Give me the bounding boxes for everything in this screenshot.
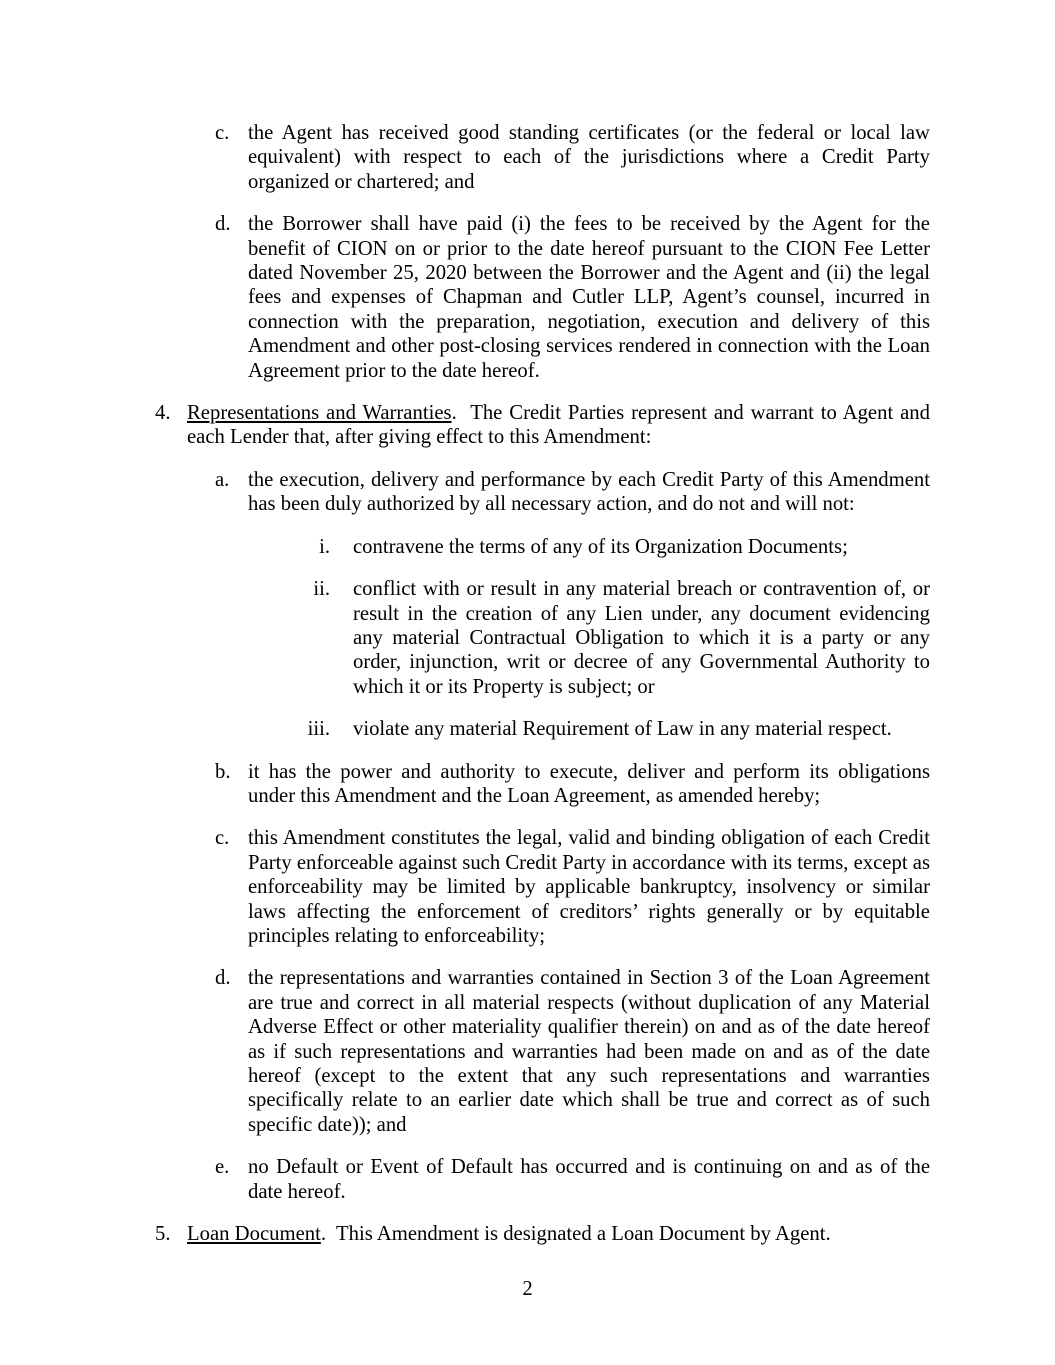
list-marker: iii. xyxy=(307,718,330,741)
list-item xyxy=(215,966,930,1137)
paragraph-text: contravene the terms of any of its Organization Documents; xyxy=(353,535,848,558)
paragraph-body xyxy=(187,401,930,450)
list-item xyxy=(155,1222,930,1246)
list-item xyxy=(215,121,930,194)
list-marker: e. xyxy=(215,1156,230,1179)
list-item xyxy=(215,1155,930,1204)
document-body xyxy=(155,121,930,1264)
paragraph-body xyxy=(187,1222,930,1246)
list-marker: c. xyxy=(215,122,230,144)
list-item xyxy=(300,535,930,559)
list-marker: d. xyxy=(215,213,231,236)
page-number: 2 xyxy=(522,1278,533,1300)
paragraph-text: conflict with or result in any material breach or contravention of, or result in the creation of any Lien under, any document evidencing any material Contractual Obligation to which it is a party or any order, injunction, writ or decree of any Governmental Authority to which it or its Property is subject; or xyxy=(353,578,930,698)
paragraph-text: . This Amendment is designated a Loan Document by Agent. xyxy=(320,1223,831,1246)
list-item xyxy=(215,212,930,383)
list-item xyxy=(300,577,930,699)
paragraph-text: it has the power and authority to execute, deliver and perform its obligations under this Amendment and the Loan Agreement, as amended hereby; xyxy=(248,760,930,807)
list-marker: b. xyxy=(215,760,231,783)
paragraph-text: the representations and warranties contained in Section 3 of the Loan Agreement are true and correct in all material respects (without duplication of any Material Adverse Effect or other materiality qualifier therein) on and as of the date hereof as if such representations and warranties had been made on and as of the date hereof (except to the extent that any such representations and warranties specifically relate to an earlier date which shall be true and correct as of such specific date)); and xyxy=(248,967,930,1136)
list-item xyxy=(155,401,930,450)
list-marker: a. xyxy=(215,468,230,491)
paragraph-text: no Default or Event of Default has occurred and is continuing on and as of the date hereof. xyxy=(248,1156,930,1203)
list-marker: 4. xyxy=(155,402,171,425)
paragraph-text: . The Credit Parties represent and warrant to Agent and each Lender that, after giving effect to this Amendment: xyxy=(187,402,930,449)
list-item xyxy=(215,468,930,517)
list-marker: ii. xyxy=(313,578,330,601)
list-marker: d. xyxy=(215,967,231,990)
list-marker: i. xyxy=(319,535,330,558)
list-marker: 5. xyxy=(155,1223,171,1246)
paragraph-text: the Borrower shall have paid (i) the fees to be received by the Agent for the benefit of CION on or prior to the date hereof pursuant to the CION Fee Letter dated November 25, 2020 between the Borrower and the Agent and (ii) the legal fees and expenses of Chapman and Cutler LLP, Agent’s counsel, incurred in connection with the preparation, negotiation, execution and delivery of this Amendment and other post-closing services rendered in connection with the Loan Agreement prior to the date hereof. xyxy=(248,213,930,382)
list-item xyxy=(215,826,930,948)
list-item xyxy=(215,760,930,809)
section-heading: Representations and Warranties xyxy=(187,402,452,425)
paragraph-text: the execution, delivery and performance by each Credit Party of this Amendment has been duly authorized by all necessary action, and do not and will not: xyxy=(248,468,930,516)
paragraph-text: the Agent has received good standing certificates (or the federal or local law equivalent) with respect to each of the jurisdictions where a Credit Party organized or chartered; and xyxy=(248,122,930,193)
list-marker: c. xyxy=(215,827,230,850)
paragraph-text: violate any material Requirement of Law in any material respect. xyxy=(353,718,892,741)
list-item xyxy=(300,717,930,741)
section-heading: Loan Document xyxy=(187,1223,321,1246)
paragraph-text: this Amendment constitutes the legal, valid and binding obligation of each Credit Party enforceable against such Credit Party in accordance with its terms, except as enforceability may be limited by applicable bankruptcy, insolvency or similar laws affecting the enforcement of creditors’ rights generally or by equitable principles relating to enforceability; xyxy=(248,827,930,947)
